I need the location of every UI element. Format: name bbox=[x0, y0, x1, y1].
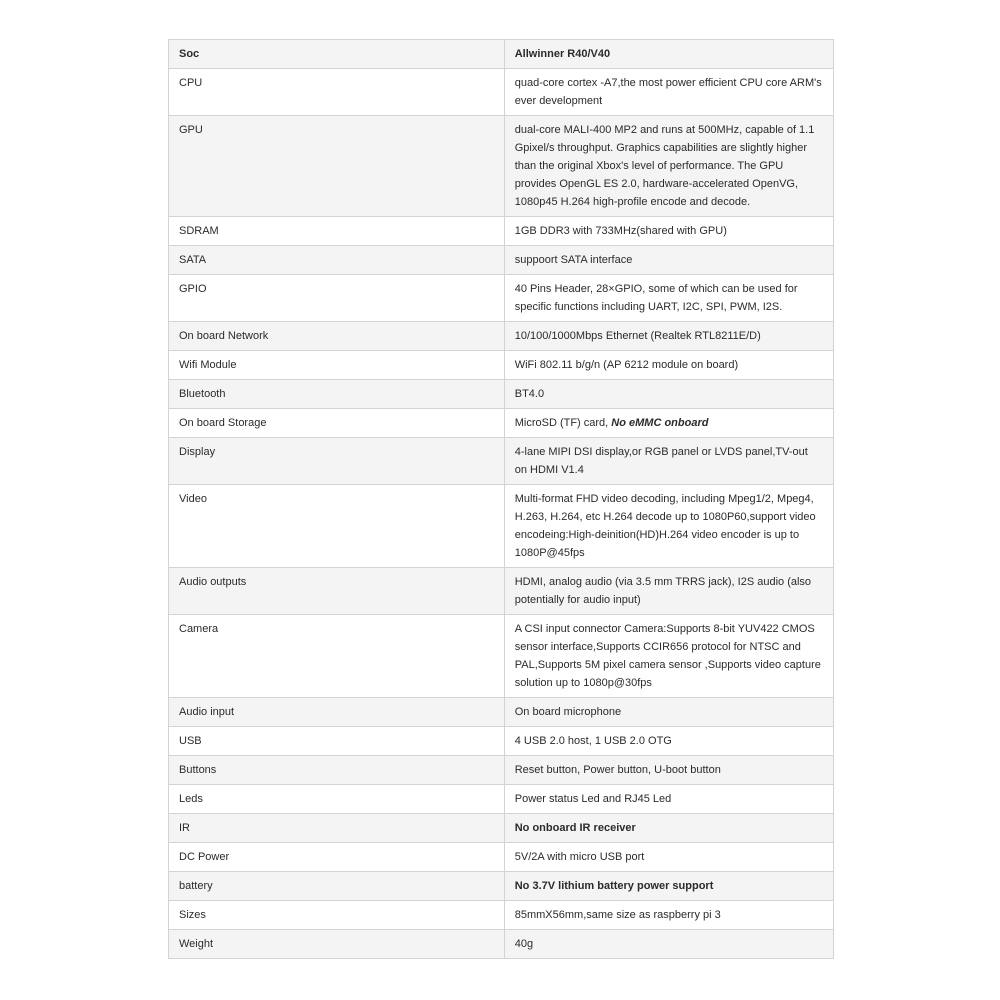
table-row bbox=[169, 615, 834, 698]
table-row bbox=[169, 698, 834, 727]
spec-value: 40 Pins Header, 28×GPIO, some of which can be used for specific functions including UART, I2C, SPI, PWM, I2S. bbox=[504, 275, 833, 322]
table-row bbox=[169, 351, 834, 380]
spec-key: Video bbox=[169, 485, 505, 568]
spec-key: Display bbox=[169, 438, 505, 485]
table-row bbox=[169, 901, 834, 930]
table-row bbox=[169, 843, 834, 872]
table-row bbox=[169, 930, 834, 959]
spec-value bbox=[504, 409, 833, 438]
table-row bbox=[169, 217, 834, 246]
table-row bbox=[169, 409, 834, 438]
spec-key: Soc bbox=[169, 40, 505, 69]
spec-value: On board microphone bbox=[504, 698, 833, 727]
table-row bbox=[169, 275, 834, 322]
table-row bbox=[169, 727, 834, 756]
spec-key: DC Power bbox=[169, 843, 505, 872]
spec-key: Bluetooth bbox=[169, 380, 505, 409]
spec-key: Sizes bbox=[169, 901, 505, 930]
spec-value: 4 USB 2.0 host, 1 USB 2.0 OTG bbox=[504, 727, 833, 756]
spec-key: Weight bbox=[169, 930, 505, 959]
table-row bbox=[169, 756, 834, 785]
spec-key: Leds bbox=[169, 785, 505, 814]
table-row bbox=[169, 40, 834, 69]
table-row bbox=[169, 438, 834, 485]
spec-value: 4-lane MIPI DSI display,or RGB panel or LVDS panel,TV-out on HDMI V1.4 bbox=[504, 438, 833, 485]
spec-value: quad-core cortex -A7,the most power efficient CPU core ARM's ever development bbox=[504, 69, 833, 116]
spec-key: USB bbox=[169, 727, 505, 756]
spec-key: Wifi Module bbox=[169, 351, 505, 380]
table-row bbox=[169, 246, 834, 275]
table-row bbox=[169, 568, 834, 615]
spec-value: 1GB DDR3 with 733MHz(shared with GPU) bbox=[504, 217, 833, 246]
spec-value: Reset button, Power button, U-boot button bbox=[504, 756, 833, 785]
spec-key: On board Storage bbox=[169, 409, 505, 438]
spec-value: A CSI input connector Camera:Supports 8-bit YUV422 CMOS sensor interface,Supports CCIR656 protocol for NTSC and PAL,Supports 5M pixel camera sensor ,Supports video capture solution up to 1080p@30fps bbox=[504, 615, 833, 698]
spec-key: GPIO bbox=[169, 275, 505, 322]
spec-value: 85mmX56mm,same size as raspberry pi 3 bbox=[504, 901, 833, 930]
spec-value: Allwinner R40/V40 bbox=[504, 40, 833, 69]
spec-key: Audio outputs bbox=[169, 568, 505, 615]
table-row bbox=[169, 322, 834, 351]
spec-key: SDRAM bbox=[169, 217, 505, 246]
spec-value: Multi-format FHD video decoding, including Mpeg1/2, Mpeg4, H.263, H.264, etc H.264 decode up to 1080P60,support video encodeing:High-deinition(HD)H.264 video encoder is up to 1080P@45fps bbox=[504, 485, 833, 568]
spec-key: Audio input bbox=[169, 698, 505, 727]
spec-value: No 3.7V lithium battery power support bbox=[504, 872, 833, 901]
spec-value: 40g bbox=[504, 930, 833, 959]
spec-key: Camera bbox=[169, 615, 505, 698]
table-row bbox=[169, 69, 834, 116]
spec-value: dual-core MALI-400 MP2 and runs at 500MHz, capable of 1.1 Gpixel/s throughput. Graphics capabilities are slightly higher than the original Xbox's level of performance. The GPU provides OpenGL ES 2.0, hardware-accelerated OpenVG, 1080p45 H.264 high-profile encode and decode. bbox=[504, 116, 833, 217]
spec-value: suppoort SATA interface bbox=[504, 246, 833, 275]
table-row bbox=[169, 814, 834, 843]
table-row bbox=[169, 872, 834, 901]
spec-key: GPU bbox=[169, 116, 505, 217]
spec-key: On board Network bbox=[169, 322, 505, 351]
spec-key: SATA bbox=[169, 246, 505, 275]
table-row bbox=[169, 785, 834, 814]
spec-value: Power status Led and RJ45 Led bbox=[504, 785, 833, 814]
spec-value: 5V/2A with micro USB port bbox=[504, 843, 833, 872]
spec-table bbox=[168, 39, 834, 959]
spec-value: BT4.0 bbox=[504, 380, 833, 409]
spec-key: CPU bbox=[169, 69, 505, 116]
table-row bbox=[169, 116, 834, 217]
spec-value-text: MicroSD (TF) card, bbox=[514, 417, 612, 429]
spec-value: No onboard IR receiver bbox=[504, 814, 833, 843]
table-row bbox=[169, 380, 834, 409]
spec-key: battery bbox=[169, 872, 505, 901]
spec-value: WiFi 802.11 b/g/n (AP 6212 module on board) bbox=[504, 351, 833, 380]
spec-value: HDMI, analog audio (via 3.5 mm TRRS jack), I2S audio (also potentially for audio input) bbox=[504, 568, 833, 615]
table-row bbox=[169, 485, 834, 568]
spec-key: Buttons bbox=[169, 756, 505, 785]
spec-key: IR bbox=[169, 814, 505, 843]
spec-value: 10/100/1000Mbps Ethernet (Realtek RTL8211E/D) bbox=[504, 322, 833, 351]
spec-value-emphasis: No eMMC onboard bbox=[611, 417, 709, 429]
